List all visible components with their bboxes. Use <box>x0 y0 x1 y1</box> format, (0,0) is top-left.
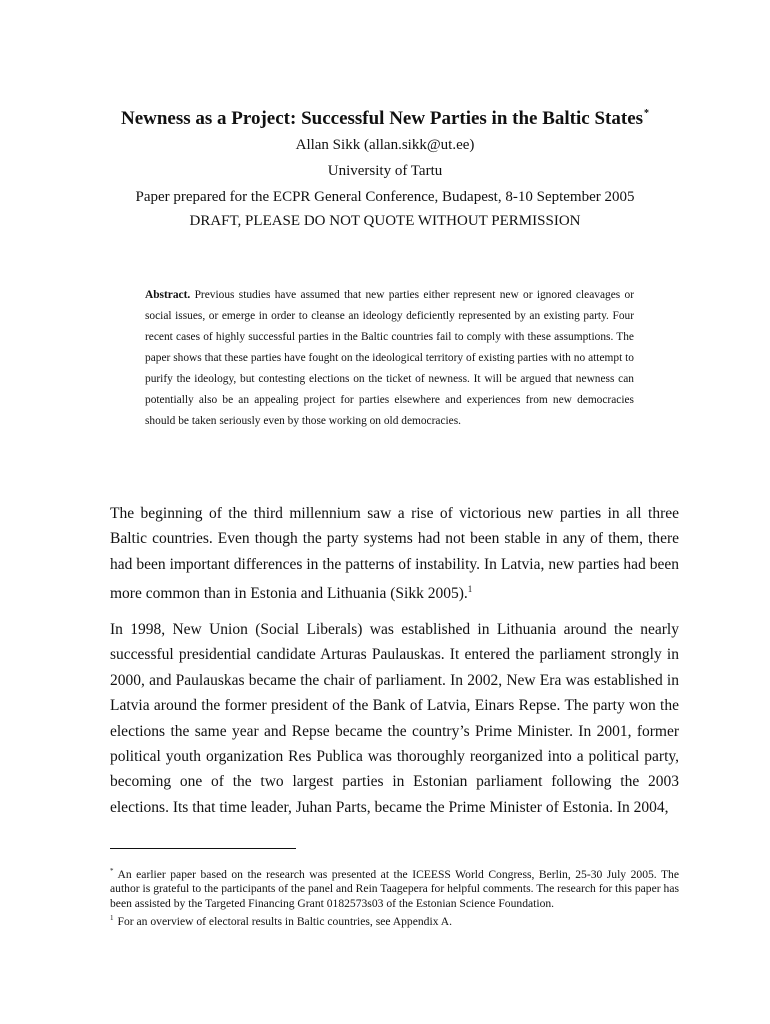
affiliation-line: University of Tartu <box>327 163 443 179</box>
body-paragraph-2 <box>110 617 679 820</box>
abstract-label: Abstract. <box>145 289 191 301</box>
footnote-star <box>110 864 679 911</box>
footnote-star-mark: * <box>110 867 114 875</box>
abstract-text: Previous studies have assumed that new parties either represent new or ignored cleavages or social issues, or emerge in order to cleanse an ideology deficiently represented by an existing party. Four recent cases of highly successful parties in the Baltic countries fail to comply with these assumptions. The paper shows that these parties have fought on the ideological territory of existing parties with no attempt to purify the ideology, but contesting elections on the ticket of newness. It will be argued that newness can potentially also be an appealing project for parties elsewhere and experiences from new democracies should be taken seriously even by those working on old democracies. <box>145 289 634 427</box>
paper-title-text: Newness as a Project: Successful New Parties in the Baltic States <box>120 108 644 129</box>
conference-line: Paper prepared for the ECPR General Conference, Budapest, 8-10 September 2005 <box>135 189 635 205</box>
footnote-star-text: An earlier paper based on the research was presented at the ICEESS World Congress, Berlin, 25-30 July 2005. The author is grateful to the participants of the panel and Rein Taagepera for helpful comments. The research for this paper has been assisted by the Targeted Financing Grant 0182573s03 of the Estonian Science Foundation. <box>110 868 679 910</box>
title-footnote-mark: * <box>644 108 650 119</box>
footnote-1-text: For an overview of electoral results in Baltic countries, see Appendix A. <box>117 914 453 928</box>
paper-title <box>60 101 710 132</box>
abstract-block <box>145 285 634 432</box>
paragraph-1-text: The beginning of the third millennium saw a rise of victorious new parties in all three Baltic countries. Even though the party systems had not been stable in any of them, there had been important differences in the patterns of instability. In Latvia, new parties had been more common than in Estonia and Lithuania (Sikk 2005). <box>110 505 679 603</box>
footnote-1-mark: 1 <box>110 913 114 922</box>
paragraph-1-footnote-mark: 1 <box>467 584 473 595</box>
footnote-1 <box>110 911 679 929</box>
footnote-divider <box>110 848 296 849</box>
footnotes <box>110 864 679 929</box>
draft-notice: DRAFT, PLEASE DO NOT QUOTE WITHOUT PERMISSION <box>189 213 581 229</box>
body-paragraph-1 <box>110 501 679 607</box>
author-line: Allan Sikk (allan.sikk@ut.ee) <box>295 137 475 153</box>
paragraph-2-text: In 1998, New Union (Social Liberals) was established in Lithuania around the nearly successful presidential candidate Arturas Paulauskas. It entered the parliament strongly in 2000, and Paulauskas became the chair of parliament. In 2002, New Era was established in Latvia around the former president of the Bank of Latvia, Einars Repse. The party won the elections the same year and Repse became the country’s Prime Minister. In 2001, former political youth organization Res Publica was thoroughly reorganized into a political party, becoming one of the two largest parties in Estonian parliament following the 2003 elections. Its that time leader, Juhan Parts, became the Prime Minister of Estonia. In 2004, <box>110 621 679 816</box>
